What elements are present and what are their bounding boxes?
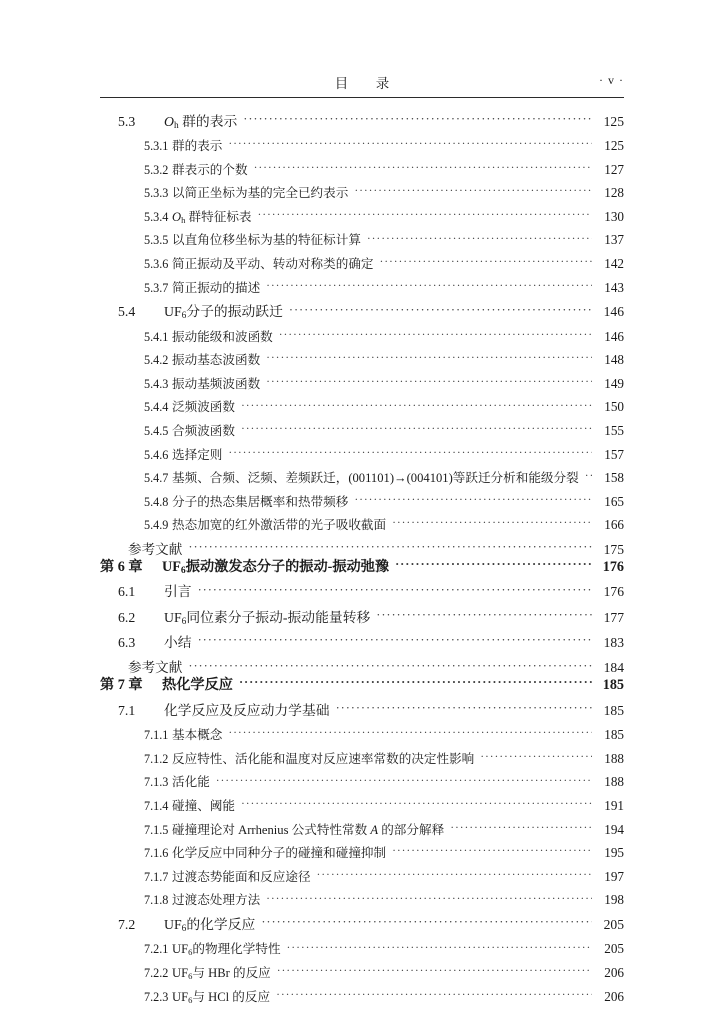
toc-leader-dots bbox=[354, 185, 592, 198]
toc-entry-page: 130 bbox=[604, 208, 624, 224]
toc-entry-number: 5.3 bbox=[118, 113, 136, 129]
toc-leader-dots bbox=[266, 375, 592, 388]
toc-entry[interactable] bbox=[100, 868, 624, 892]
toc-entry-number: 7.1.2 bbox=[144, 751, 169, 766]
toc-entry[interactable] bbox=[100, 208, 624, 232]
toc-entry-number: 7.1.3 bbox=[144, 775, 169, 790]
toc-entry-number: 5.4.1 bbox=[144, 329, 169, 344]
toc-entry-title: 分子的热态集居概率和热带频移 bbox=[172, 494, 349, 509]
toc-entry-page: 185 bbox=[602, 677, 624, 694]
toc-entry[interactable] bbox=[100, 556, 624, 582]
toc-leader-dots bbox=[392, 517, 592, 530]
toc-entry[interactable] bbox=[100, 540, 624, 556]
toc-entry-page: 157 bbox=[604, 446, 624, 462]
toc-entry-title: 反应特性、活化能和温度对反应速率常数的决定性影响 bbox=[172, 751, 475, 766]
toc-entry-page: 148 bbox=[604, 352, 624, 368]
toc-entry-page: 176 bbox=[603, 584, 624, 600]
toc-leader-dots bbox=[228, 446, 592, 459]
toc-leader-dots bbox=[354, 493, 592, 506]
toc-entry[interactable] bbox=[100, 915, 624, 940]
toc-entry-page: 184 bbox=[603, 660, 624, 676]
toc-entry-title: $UF_6$的化学反应 bbox=[164, 917, 256, 935]
toc-entry-page: 146 bbox=[604, 328, 624, 344]
toc-entry-number: 7.1.1 bbox=[144, 728, 169, 743]
toc-leader-dots bbox=[336, 701, 592, 715]
toc-entry[interactable] bbox=[100, 279, 624, 303]
toc-entry-number: 第 6 章 bbox=[100, 558, 143, 575]
toc-entry-page: 188 bbox=[604, 750, 624, 766]
running-head-title: 目 录 bbox=[334, 76, 397, 92]
toc-entry-title: 热态加宽的红外激活带的光子吸收截面 bbox=[172, 518, 387, 533]
toc-leader-dots bbox=[317, 868, 592, 881]
toc-leader-dots bbox=[188, 659, 592, 673]
toc-leader-dots bbox=[480, 750, 592, 763]
toc-leader-dots bbox=[258, 208, 592, 221]
toc-entry[interactable] bbox=[100, 422, 624, 446]
toc-leader-dots bbox=[266, 352, 592, 365]
toc-entry-title: 振动基频波函数 bbox=[172, 376, 261, 391]
toc-leader-dots bbox=[266, 279, 592, 292]
toc-entry-number: 5.4.7 bbox=[144, 471, 169, 486]
toc-entry-page: 206 bbox=[604, 964, 624, 980]
toc-entry-title: 参考文献 bbox=[128, 541, 183, 557]
toc-entry-title: $UF_6$同位素分子振动-振动能量转移 bbox=[164, 609, 371, 627]
toc-entry[interactable] bbox=[100, 750, 624, 774]
toc-entry-page: 127 bbox=[604, 161, 624, 177]
toc-leader-dots bbox=[276, 988, 592, 1001]
toc-entry-number: 7.2.1 bbox=[144, 942, 169, 957]
toc-entry-title: 碰撞、阈能 bbox=[172, 798, 235, 813]
toc-entry[interactable] bbox=[100, 470, 624, 494]
toc-entry-title: 小结 bbox=[164, 635, 192, 651]
toc-entry[interactable] bbox=[100, 583, 624, 608]
toc-leader-dots bbox=[216, 774, 592, 787]
toc-entry[interactable] bbox=[100, 446, 624, 470]
toc-leader-dots bbox=[241, 422, 592, 435]
toc-entry[interactable] bbox=[100, 493, 624, 517]
toc-entry[interactable] bbox=[100, 608, 624, 633]
toc-entry-title: 化学反应及反应动力学基础 bbox=[164, 703, 330, 718]
toc-entry[interactable] bbox=[100, 352, 624, 376]
toc-leader-dots bbox=[198, 633, 592, 647]
toc-entry[interactable] bbox=[100, 675, 624, 701]
toc-entry-title: $UF_6$分子的振动跃迁 bbox=[164, 304, 283, 322]
toc-list bbox=[100, 112, 624, 1012]
toc-entry[interactable] bbox=[100, 892, 624, 916]
toc-leader-dots bbox=[188, 540, 592, 554]
toc-entry-title: 群表示的个数 bbox=[172, 162, 248, 177]
toc-entry-page: 155 bbox=[604, 422, 624, 438]
toc-entry-title: 泛频波函数 bbox=[172, 400, 235, 415]
toc-entry[interactable] bbox=[100, 375, 624, 399]
toc-leader-dots bbox=[287, 941, 592, 954]
toc-entry-page: 125 bbox=[603, 113, 624, 129]
toc-entry-title: 碰撞理论对 Arrhenius 公式特性常数 A 的部分解释 bbox=[172, 822, 445, 837]
toc-entry-title: 基本概念 bbox=[172, 728, 223, 743]
toc-entry-number: 7.1 bbox=[118, 703, 136, 718]
toc-entry-page: 165 bbox=[604, 493, 624, 509]
toc-entry-page: 128 bbox=[604, 185, 624, 201]
toc-entry-title: 活化能 bbox=[172, 775, 210, 790]
toc-entry-title: 过渡态处理方法 bbox=[172, 893, 261, 908]
toc-entry-number: 5.4.4 bbox=[144, 400, 169, 415]
toc-entry[interactable] bbox=[100, 137, 624, 161]
toc-entry-number: 5.3.6 bbox=[144, 256, 169, 271]
toc-entry-number: 7.2 bbox=[118, 917, 136, 933]
toc-entry-title: 参考文献 bbox=[128, 660, 183, 676]
toc-entry-page: 146 bbox=[603, 304, 624, 320]
toc-entry-title: 简正振动的描述 bbox=[172, 280, 261, 295]
toc-entry-page: 142 bbox=[604, 255, 624, 271]
toc-entry-page: 150 bbox=[604, 399, 624, 415]
toc-entry-number: 5.3.3 bbox=[144, 186, 169, 201]
toc-leader-dots bbox=[277, 964, 592, 977]
toc-entry[interactable] bbox=[100, 774, 624, 798]
toc-entry-page: 166 bbox=[604, 517, 624, 533]
toc-entry-number: 5.3.7 bbox=[144, 280, 169, 295]
toc-entry-page: 188 bbox=[604, 774, 624, 790]
toc-entry-title: 过渡态势能面和反应途径 bbox=[172, 869, 311, 884]
toc-entry[interactable] bbox=[100, 941, 624, 965]
toc-entry-number: 5.4.6 bbox=[144, 447, 169, 462]
toc-entry-title: 以直角位移坐标为基的特征标计算 bbox=[172, 233, 361, 248]
toc-entry-title: 基频、合频、泛频、差频跃迁，(001101)→(004101)等跃迁分析和能级分裂 bbox=[172, 471, 579, 486]
toc-entry-number: 5.3.5 bbox=[144, 233, 169, 248]
toc-entry[interactable] bbox=[100, 232, 624, 256]
toc-entry-title: $O_h$ 群的表示 bbox=[164, 113, 238, 131]
toc-entry-number: 5.4.5 bbox=[144, 423, 169, 438]
toc-entry-number: 5.4.2 bbox=[144, 353, 169, 368]
toc-leader-dots bbox=[198, 583, 592, 597]
toc-entry-number: 6.2 bbox=[118, 609, 136, 625]
page-folio: · v · bbox=[599, 73, 624, 87]
toc-entry[interactable] bbox=[100, 821, 624, 845]
toc-entry-number: 5.4.3 bbox=[144, 376, 169, 391]
toc-entry[interactable] bbox=[100, 633, 624, 658]
toc-entry-page: 143 bbox=[604, 279, 624, 295]
toc-entry-title: $UF_6$的物理化学特性 bbox=[172, 942, 281, 958]
toc-entry-number: 第 7 章 bbox=[100, 677, 143, 694]
toc-leader-dots bbox=[450, 821, 592, 834]
toc-entry-title: 化学反应中同种分子的碰撞和碰撞抑制 bbox=[172, 846, 387, 861]
toc-leader-dots bbox=[380, 255, 593, 268]
toc-entry-page: 197 bbox=[604, 868, 624, 884]
toc-entry-number: 5.4.8 bbox=[144, 494, 169, 509]
toc-leader-dots bbox=[279, 328, 592, 341]
toc-entry-title: $UF_6$与 HBr 的反应 bbox=[172, 965, 271, 981]
toc-entry-page: 206 bbox=[604, 988, 624, 1004]
toc-entry[interactable] bbox=[100, 517, 624, 541]
toc-entry-number: 5.4 bbox=[118, 304, 136, 320]
toc-entry[interactable] bbox=[100, 701, 624, 726]
header-rule bbox=[100, 97, 624, 98]
toc-entry-page: 185 bbox=[604, 727, 624, 743]
toc-entry[interactable] bbox=[100, 328, 624, 352]
toc-entry-number: 7.2.2 bbox=[144, 965, 169, 980]
toc-entry-number: 5.4.9 bbox=[144, 518, 169, 533]
toc-leader-dots bbox=[243, 112, 592, 126]
toc-entry-page: 125 bbox=[604, 137, 624, 153]
toc-leader-dots bbox=[241, 399, 592, 412]
toc-entry-title: $O_h$ 群特征标表 bbox=[172, 209, 252, 225]
toc-entry[interactable] bbox=[100, 161, 624, 185]
toc-entry[interactable] bbox=[100, 399, 624, 423]
toc-entry-number: 7.1.5 bbox=[144, 822, 169, 837]
toc-entry-number: 6.1 bbox=[118, 584, 136, 600]
toc-leader-dots bbox=[376, 608, 592, 622]
toc-entry-title: 选择定则 bbox=[172, 447, 223, 462]
toc-leader-dots bbox=[239, 675, 592, 689]
toc-entry-page: 191 bbox=[604, 797, 624, 813]
toc-entry-page: 137 bbox=[604, 232, 624, 248]
toc-leader-dots bbox=[254, 161, 592, 174]
toc-entry[interactable] bbox=[100, 727, 624, 751]
toc-entry-number: 7.1.6 bbox=[144, 846, 169, 861]
running-head bbox=[100, 72, 624, 96]
toc-leader-dots bbox=[266, 892, 592, 905]
toc-entry-page: 194 bbox=[604, 821, 624, 837]
toc-entry-number: 5.3.4 bbox=[144, 209, 169, 224]
toc-entry-number: 5.3.2 bbox=[144, 162, 169, 177]
toc-entry[interactable] bbox=[100, 255, 624, 279]
toc-entry-number: 7.2.3 bbox=[144, 989, 169, 1004]
toc-entry-number: 7.1.8 bbox=[144, 893, 169, 908]
toc-entry-page: 177 bbox=[603, 609, 624, 625]
toc-entry-page: 185 bbox=[603, 703, 624, 718]
toc-entry-page: 198 bbox=[604, 892, 624, 908]
toc-entry-page: 158 bbox=[604, 470, 624, 486]
toc-entry[interactable] bbox=[100, 964, 624, 988]
toc-entry-title: 群的表示 bbox=[172, 138, 223, 153]
toc-entry-page: 149 bbox=[604, 375, 624, 391]
toc-entry-page: 175 bbox=[603, 541, 624, 557]
toc-entry[interactable] bbox=[100, 845, 624, 869]
toc-leader-dots bbox=[367, 232, 592, 245]
toc-entry[interactable] bbox=[100, 185, 624, 209]
toc-leader-dots bbox=[228, 137, 592, 150]
toc-entry-title: 热化学反应 bbox=[162, 677, 233, 694]
toc-entry-title: 引言 bbox=[164, 584, 192, 600]
toc-entry-title: 以简正坐标为基的完全已约表示 bbox=[172, 186, 349, 201]
toc-entry-title: 振动基态波函数 bbox=[172, 353, 261, 368]
toc-entry-page: 176 bbox=[602, 558, 624, 575]
toc-entry[interactable] bbox=[100, 797, 624, 821]
toc-entry[interactable] bbox=[100, 112, 624, 137]
toc-leader-dots bbox=[395, 556, 592, 570]
toc-leader-dots bbox=[241, 797, 592, 810]
toc-entry-number: 5.3.1 bbox=[144, 138, 169, 153]
toc-entry-title: 简正振动及平动、转动对称类的确定 bbox=[172, 256, 374, 271]
toc-entry-title: 振动能级和波函数 bbox=[172, 329, 273, 344]
toc-entry[interactable] bbox=[100, 303, 624, 328]
toc-leader-dots bbox=[585, 470, 592, 483]
toc-entry-title: 合频波函数 bbox=[172, 423, 235, 438]
toc-entry-page: 205 bbox=[603, 917, 624, 933]
toc-leader-dots bbox=[228, 727, 592, 740]
toc-entry-page: 205 bbox=[604, 941, 624, 957]
toc-leader-dots bbox=[392, 845, 592, 858]
toc-entry-number: 7.1.7 bbox=[144, 869, 169, 884]
toc-entry-page: 183 bbox=[603, 635, 624, 651]
toc-leader-dots bbox=[289, 303, 592, 317]
toc-entry[interactable] bbox=[100, 659, 624, 675]
toc-entry-title: $UF_6$与 HCl 的反应 bbox=[172, 989, 271, 1005]
toc-entry-page: 195 bbox=[604, 845, 624, 861]
toc-entry-number: 7.1.4 bbox=[144, 798, 169, 813]
toc-entry-title: $UF_6$振动激发态分子的振动-振动弛豫 bbox=[162, 558, 390, 576]
toc-entry-number: 6.3 bbox=[118, 635, 136, 651]
toc-leader-dots bbox=[261, 915, 592, 929]
